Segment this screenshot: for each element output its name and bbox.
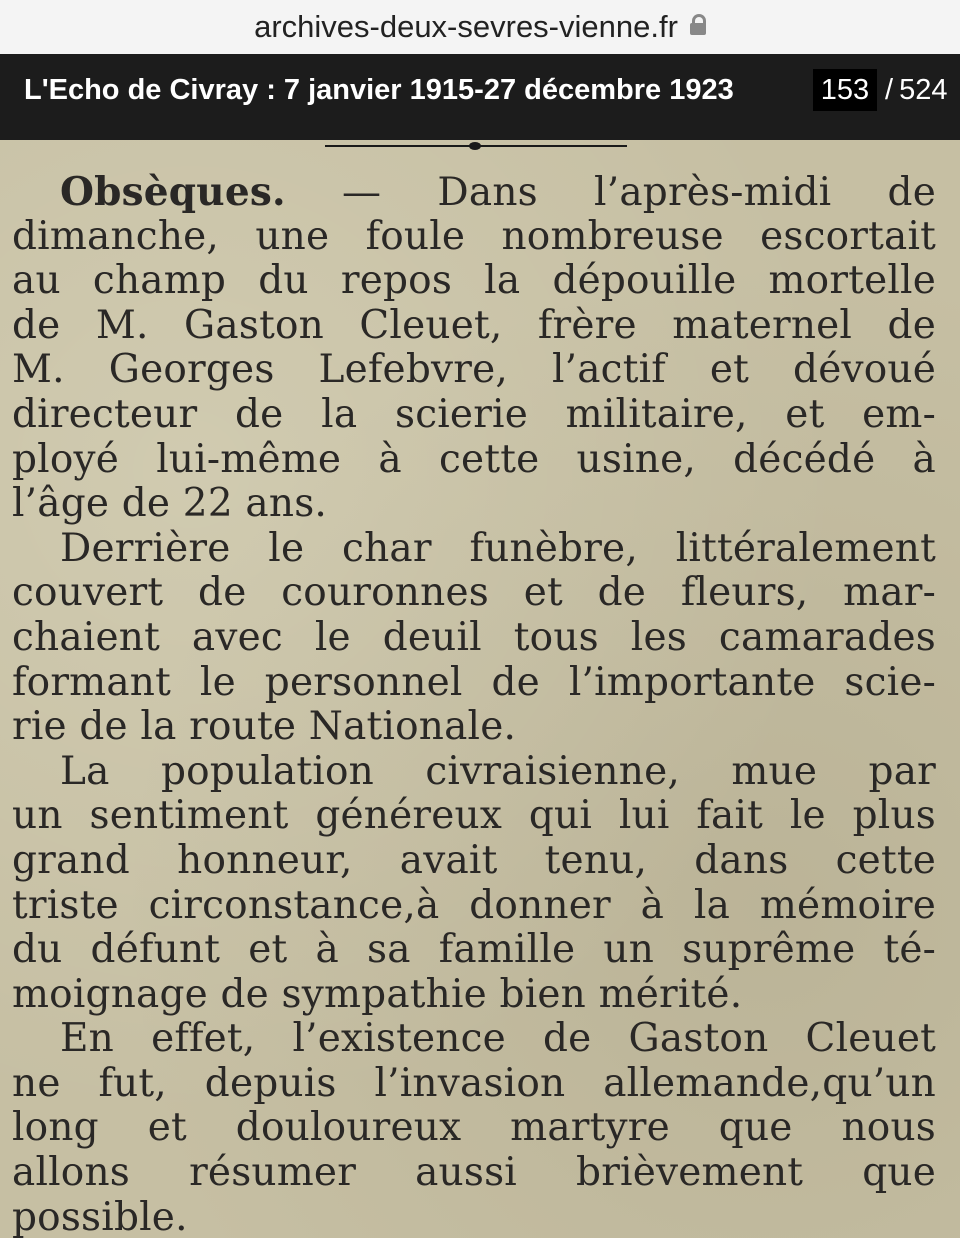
scanned-page-image[interactable] <box>0 140 960 1238</box>
article-line: formant le personnel de l’importante scie- <box>12 660 936 705</box>
article-line: allons résumer aussi brièvement que <box>12 1151 936 1196</box>
browser-url-bar[interactable] <box>0 0 960 54</box>
article-line: au champ du repos la dépouille mortelle <box>12 259 936 304</box>
article-line: En effet, l’existence de Gaston Cleuet <box>60 1017 936 1062</box>
article-line: couvert de couronnes et de fleurs, mar- <box>12 571 936 616</box>
article-line: M. Georges Lefebvre, l’actif et dévoué <box>12 348 936 393</box>
article-line: ployé lui-même à cette usine, décédé à <box>12 437 936 482</box>
article-text <box>12 170 936 1238</box>
article-line: La population civraisienne, mue par <box>60 749 936 794</box>
page-separator: / <box>885 73 894 106</box>
viewer-header <box>0 54 960 140</box>
article-line: chaient avec le deuil tous les camarades <box>12 615 936 660</box>
article-headword: Obsèques. <box>60 170 286 215</box>
current-page-input[interactable]: 153 <box>813 69 877 111</box>
lock-icon <box>690 14 706 34</box>
page-counter <box>813 70 947 110</box>
article-line: ne fut, depuis l’invasion allemande,qu’un <box>12 1061 936 1106</box>
article-line: Derrière le char funèbre, littéralement <box>60 526 936 571</box>
url-text[interactable]: archives-deux-sevres-vienne.fr <box>254 9 678 44</box>
total-pages: 524 <box>899 73 948 106</box>
document-title: L'Echo de Civray : 7 janvier 1915-27 décembre 1923 <box>24 74 734 106</box>
article-line: directeur de la scierie militaire, et em- <box>12 392 936 437</box>
article-line: Obsèques. — Dans l’après-midi de <box>60 170 936 215</box>
article-line: du défunt et à sa famille un suprême té- <box>12 928 936 973</box>
article-line: dimanche, une foule nombreuse escortait <box>12 214 936 259</box>
article-line: de M. Gaston Cleuet, frère maternel de <box>12 303 936 348</box>
article-line: rie de la route Nationale. <box>12 705 517 750</box>
article-line: un sentiment généreux qui lui fait le plus <box>12 794 936 839</box>
ornamental-rule-dot <box>469 142 481 150</box>
article-line: long et douloureux martyre que nous <box>12 1106 936 1151</box>
article-line: triste circonstance,à donner à la mémoire <box>12 883 936 928</box>
article-line: possible. <box>12 1195 188 1238</box>
article-line: grand honneur, avait tenu, dans cette <box>12 838 936 883</box>
article-line: moignage de sympathie bien mérité. <box>12 972 743 1017</box>
article-line: l’âge de 22 ans. <box>12 482 328 527</box>
